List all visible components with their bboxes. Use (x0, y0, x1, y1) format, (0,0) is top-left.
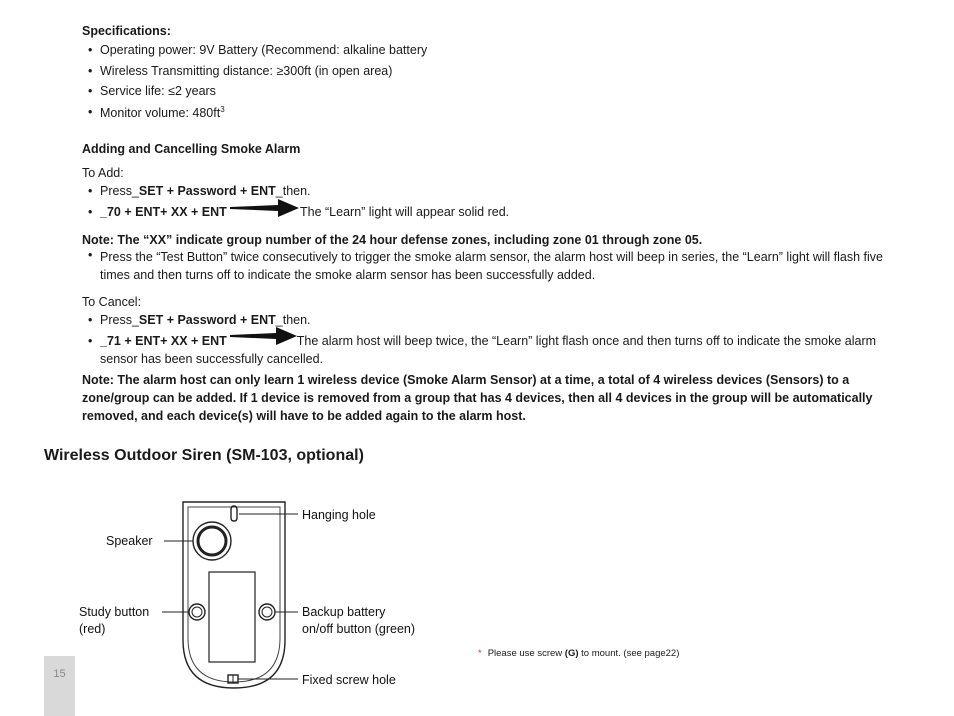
footnote-pre: Please use screw (487, 648, 565, 659)
bullet-icon: • (88, 64, 93, 78)
add-step-2-code: _70 + ENT+ XX + ENT (100, 205, 227, 219)
bullet-icon: • (88, 84, 93, 98)
bullet-icon: • (88, 313, 93, 327)
bullet-icon: • (88, 184, 93, 198)
spec-item-service-life: Service life: ≤2 years (100, 84, 216, 98)
spec-item-volume (100, 105, 225, 121)
cmd-set: SET (138, 184, 164, 198)
step-prefix: Press_ (100, 184, 139, 198)
mount-footnote (478, 648, 679, 659)
label-hanging-hole: Hanging hole (302, 508, 376, 522)
bullet-icon: • (88, 205, 93, 219)
to-cancel-label: To Cancel: (82, 295, 142, 309)
cmd-set: SET (138, 313, 164, 327)
arrow-right-icon (230, 327, 298, 345)
study-button-icon (189, 604, 205, 620)
cancel-step-2-result: The alarm host will beep twice, the “Learn” light flash once and then turns off to indicate the smoke alarm sensor has been successfully cancelled. (100, 334, 877, 366)
cmd-ent: ENT (250, 313, 276, 327)
page-number-tab (44, 656, 75, 716)
cancel-step-2-code: _71 + ENT+ XX + ENT (100, 334, 227, 348)
note-learn-limit: Note: The alarm host can only learn 1 wireless device (Smoke Alarm Sensor) at a time, a total of 4 wireless devices (Sensors) to a zone/group can be added. If 1 device is removed from a group that has 4 devices, then all 4 devices in the group will be automatically removed, and each device(s) will have to be added again to the alarm host. (82, 373, 873, 423)
page-number: 15 (53, 668, 66, 680)
arrow-right-icon (230, 199, 300, 217)
label-backup-battery-button: on/off button (green) (302, 622, 416, 636)
battery-compartment (209, 572, 255, 662)
to-add-label: To Add: (82, 166, 124, 180)
cancel-step-2 (100, 332, 910, 368)
cmd-plus: + (236, 313, 251, 327)
label-study-button-color: (red) (79, 622, 106, 636)
specifications-heading: Specifications: (82, 24, 171, 38)
label-fixed-screw-hole: Fixed screw hole (302, 673, 396, 687)
add-step-2-result: The “Learn” light will appear solid red. (300, 205, 510, 219)
footnote-post: to mount. (see page22) (578, 648, 680, 659)
cancel-step-1 (100, 313, 311, 328)
bullet-icon: • (88, 248, 93, 262)
backup-button-icon (259, 604, 275, 620)
note-group-number: Note: The “XX” indicate group number of the 24 hour defense zones, including zone 01 through zone 05. (82, 233, 703, 247)
hanging-hole-icon (231, 506, 237, 521)
cmd-plus: + (163, 313, 178, 327)
test-button-paragraph: Press the “Test Button” twice consecutively to trigger the smoke alarm sensor, the alarm host will beep in series, the “Learn” light will flash five times and then turns off to indicate the smoke alarm sensor has been successfully added. (100, 250, 883, 282)
bullet-icon: • (88, 43, 93, 57)
add-cancel-heading: Adding and Cancelling Smoke Alarm (82, 142, 301, 156)
cmd-password: Password (177, 184, 237, 198)
spec-item-power: Operating power: 9V Battery (Recommend: alkaline battery (100, 43, 428, 57)
label-speaker: Speaker (106, 534, 153, 548)
spec-item-volume-text: Monitor volume: 480ft (100, 106, 221, 121)
volume-superscript: 3 (220, 105, 225, 114)
cmd-ent: ENT (250, 184, 276, 198)
label-backup-battery: Backup battery (302, 605, 386, 619)
step-suffix: _then. (275, 313, 311, 327)
siren-body-outline (183, 502, 285, 688)
label-study-button: Study button (79, 605, 150, 619)
cmd-plus: + (236, 184, 251, 198)
step-prefix: Press_ (100, 313, 139, 327)
cmd-plus: + (163, 184, 178, 198)
cmd-password: Password (177, 313, 237, 327)
spec-item-distance: Wireless Transmitting distance: ≥300ft (in open area) (100, 64, 393, 78)
footnote-star: * (478, 648, 482, 659)
add-step-1 (100, 184, 311, 199)
footnote-screw: (G) (564, 648, 579, 659)
siren-section-title: Wireless Outdoor Siren (SM-103, optional) (44, 447, 364, 464)
bullet-icon: • (88, 105, 93, 119)
step-suffix: _then. (275, 184, 311, 198)
bullet-icon: • (88, 334, 93, 348)
